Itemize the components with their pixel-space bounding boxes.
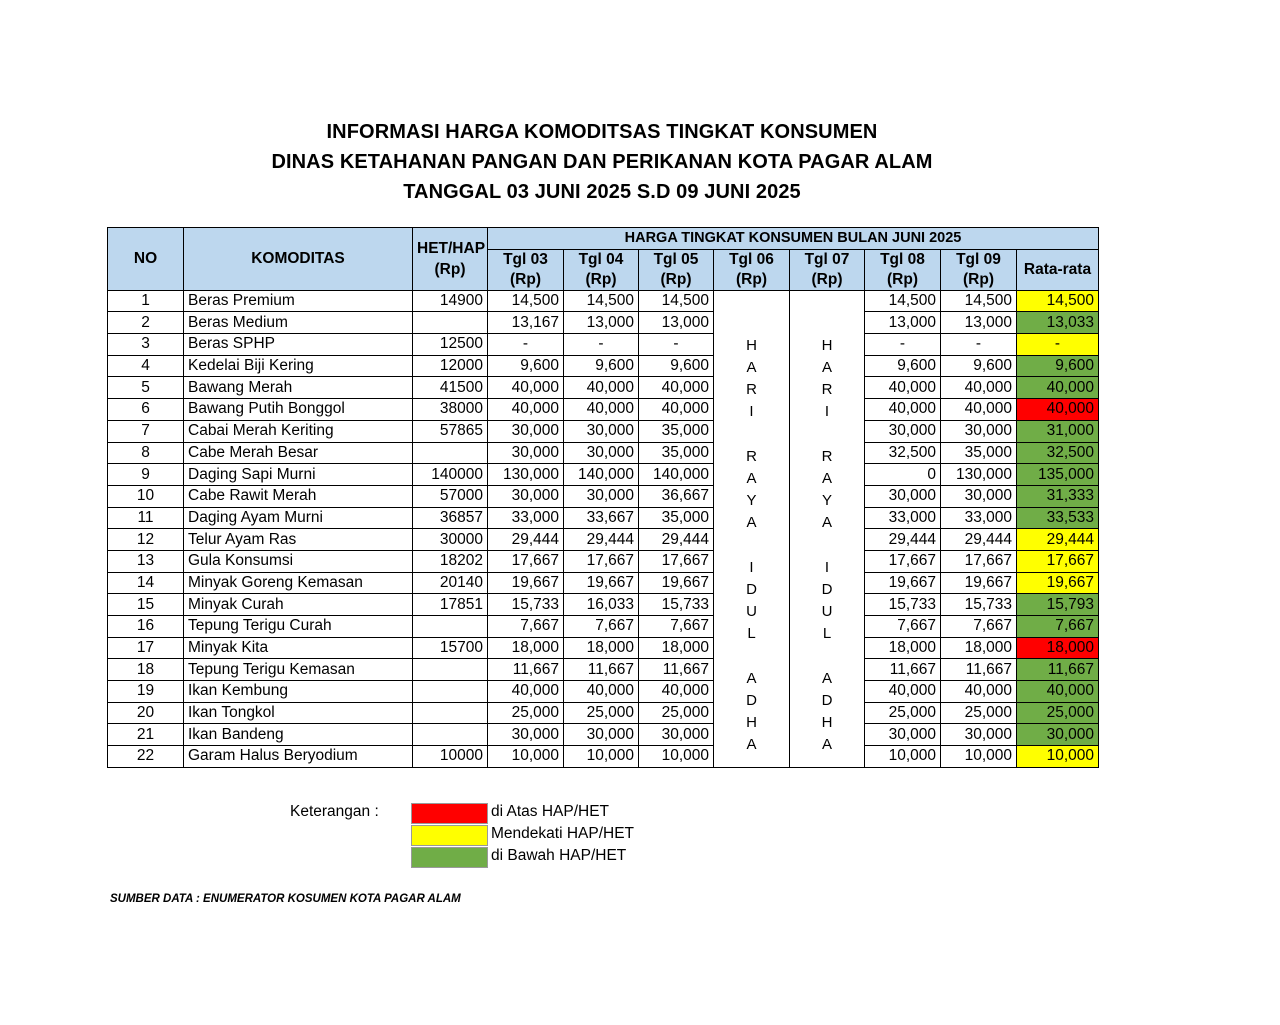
row-het: 57865 — [413, 420, 488, 442]
row-no: 3 — [108, 334, 184, 356]
row-price: 10,000 — [488, 746, 564, 768]
header-date-unit: (Rp) — [736, 270, 767, 288]
row-price: 33,000 — [488, 507, 564, 529]
row-no: 16 — [108, 616, 184, 638]
row-average: 30,000 — [1017, 724, 1099, 746]
header-het-unit: (Rp) — [434, 260, 466, 278]
row-price: 10,000 — [941, 746, 1017, 768]
row-average: 29,444 — [1017, 529, 1099, 551]
title-line-2: DINAS KETAHANAN PANGAN DAN PERIKANAN KOTA PAGAR ALAM — [271, 151, 933, 173]
row-price: 19,667 — [865, 572, 941, 594]
row-price: - — [865, 334, 941, 356]
row-price: 30,000 — [564, 442, 639, 464]
table-row — [108, 290, 1099, 312]
price-table — [107, 227, 1099, 768]
row-komoditas: Tepung Terigu Kemasan — [184, 659, 413, 681]
row-het — [413, 312, 488, 334]
row-komoditas: Cabai Merah Keriting — [184, 420, 413, 442]
holiday-letter: A — [746, 358, 757, 376]
row-price: 35,000 — [639, 442, 714, 464]
row-price: 33,667 — [564, 507, 639, 529]
row-het: 17851 — [413, 594, 488, 616]
table-row — [108, 659, 1099, 681]
row-price: 25,000 — [639, 702, 714, 724]
legend-label: Keterangan : — [290, 803, 379, 820]
row-price: 40,000 — [941, 377, 1017, 399]
row-average: 135,000 — [1017, 464, 1099, 486]
row-price: 25,000 — [941, 702, 1017, 724]
row-average: 32,500 — [1017, 442, 1099, 464]
holiday-letter: R — [821, 447, 833, 465]
header-date-label: Tgl 05 — [653, 250, 699, 268]
row-price: 10,000 — [564, 746, 639, 768]
row-no: 20 — [108, 702, 184, 724]
holiday-letter: L — [822, 625, 832, 643]
row-price: 18,000 — [564, 637, 639, 659]
row-no: 4 — [108, 355, 184, 377]
holiday-letter: H — [746, 713, 757, 731]
row-price: 14,500 — [488, 290, 564, 312]
row-price: 30,000 — [488, 420, 564, 442]
row-price: 18,000 — [639, 637, 714, 659]
row-price: 130,000 — [488, 464, 564, 486]
row-price: 33,000 — [865, 507, 941, 529]
row-average: 14,500 — [1017, 290, 1099, 312]
row-price: 11,667 — [488, 659, 564, 681]
holiday-letter: U — [821, 602, 833, 620]
holiday-letter: I — [824, 403, 830, 421]
row-price: 40,000 — [865, 681, 941, 703]
row-price: 40,000 — [865, 377, 941, 399]
legend-swatch-red — [411, 803, 488, 824]
row-price: 30,000 — [488, 485, 564, 507]
legend-text-red: di Atas HAP/HET — [491, 803, 610, 820]
holiday-letter: A — [821, 469, 832, 487]
row-price: 32,500 — [865, 442, 941, 464]
table-row — [108, 355, 1099, 377]
row-no: 9 — [108, 464, 184, 486]
row-komoditas: Ikan Bandeng — [184, 724, 413, 746]
holiday-letter: R — [746, 447, 757, 465]
holiday-letter: H — [821, 713, 833, 731]
holiday-letter: I — [749, 403, 754, 421]
row-price: 29,444 — [488, 529, 564, 551]
row-price: 18,000 — [865, 637, 941, 659]
row-price: 17,667 — [865, 550, 941, 572]
row-komoditas: Kedelai Biji Kering — [184, 355, 413, 377]
row-komoditas: Tepung Terigu Curah — [184, 616, 413, 638]
row-average: 11,667 — [1017, 659, 1099, 681]
row-price: 0 — [865, 464, 941, 486]
row-price: 14,500 — [564, 290, 639, 312]
row-price: 40,000 — [639, 399, 714, 421]
header-het-label: HET/HAP — [417, 239, 486, 257]
row-komoditas: Beras Premium — [184, 290, 413, 312]
row-price: 30,000 — [941, 420, 1017, 442]
row-price: 40,000 — [488, 399, 564, 421]
row-price: 13,000 — [639, 312, 714, 334]
row-price: 14,500 — [639, 290, 714, 312]
holiday-letter: A — [821, 669, 832, 687]
row-price: 13,167 — [488, 312, 564, 334]
row-het: 15700 — [413, 637, 488, 659]
row-het: 41500 — [413, 377, 488, 399]
header-date — [865, 249, 941, 290]
row-price: 19,667 — [564, 572, 639, 594]
row-price: 33,000 — [941, 507, 1017, 529]
row-price: 18,000 — [488, 637, 564, 659]
row-average: 40,000 — [1017, 681, 1099, 703]
row-price: 40,000 — [639, 377, 714, 399]
table-row — [108, 529, 1099, 551]
row-komoditas: Bawang Merah — [184, 377, 413, 399]
row-price: 40,000 — [488, 377, 564, 399]
holiday-letter: D — [746, 580, 757, 598]
header-date-label: Tgl 04 — [578, 250, 624, 268]
row-price: 30,000 — [941, 724, 1017, 746]
row-price: 13,000 — [865, 312, 941, 334]
table-row — [108, 420, 1099, 442]
row-price: 15,733 — [639, 594, 714, 616]
legend-swatch-yellow — [411, 825, 488, 846]
row-average: 31,333 — [1017, 485, 1099, 507]
legend-text-yellow: Mendekati HAP/HET — [491, 825, 634, 842]
row-price: - — [488, 334, 564, 356]
row-komoditas: Daging Ayam Murni — [184, 507, 413, 529]
row-no: 19 — [108, 681, 184, 703]
row-price: 9,600 — [865, 355, 941, 377]
row-het: 36857 — [413, 507, 488, 529]
row-komoditas: Beras Medium — [184, 312, 413, 334]
row-price: 25,000 — [488, 702, 564, 724]
header-komoditas: KOMODITAS — [184, 228, 413, 291]
row-price: 9,600 — [564, 355, 639, 377]
row-komoditas: Cabe Rawit Merah — [184, 485, 413, 507]
table-row — [108, 507, 1099, 529]
row-average: 33,533 — [1017, 507, 1099, 529]
row-komoditas: Ikan Tongkol — [184, 702, 413, 724]
header-date-label: Tgl 07 — [804, 250, 850, 268]
row-het: 30000 — [413, 529, 488, 551]
row-het: 57000 — [413, 485, 488, 507]
header-date-label: Tgl 09 — [956, 250, 1001, 268]
row-price: 11,667 — [941, 659, 1017, 681]
row-price: 9,600 — [488, 355, 564, 377]
row-no: 10 — [108, 485, 184, 507]
row-price: 9,600 — [941, 355, 1017, 377]
row-het — [413, 724, 488, 746]
row-no: 6 — [108, 399, 184, 421]
holiday-letter: A — [746, 514, 757, 532]
row-no: 14 — [108, 572, 184, 594]
table-row — [108, 746, 1099, 768]
row-average: 17,667 — [1017, 550, 1099, 572]
row-het: 14900 — [413, 290, 488, 312]
row-price: 11,667 — [639, 659, 714, 681]
row-average: 40,000 — [1017, 399, 1099, 421]
row-price: 35,000 — [639, 420, 714, 442]
row-price: 11,667 — [865, 659, 941, 681]
row-price: 25,000 — [865, 702, 941, 724]
holiday-letter: Y — [746, 492, 757, 509]
row-no: 15 — [108, 594, 184, 616]
row-price: 29,444 — [639, 529, 714, 551]
table-row — [108, 550, 1099, 572]
row-price: 30,000 — [564, 724, 639, 746]
row-no: 21 — [108, 724, 184, 746]
holiday-letter: A — [821, 514, 832, 532]
holiday-cell-7 — [790, 290, 865, 767]
row-komoditas: Minyak Goreng Kemasan — [184, 572, 413, 594]
holiday-letter: D — [821, 691, 833, 709]
row-price: 7,667 — [564, 616, 639, 638]
row-price: 35,000 — [941, 442, 1017, 464]
header-group: HARGA TINGKAT KONSUMEN BULAN JUNI 2025 — [488, 228, 1099, 250]
header-date — [790, 249, 865, 290]
row-no: 1 — [108, 290, 184, 312]
row-price: 30,000 — [564, 420, 639, 442]
holiday-letter: A — [746, 736, 757, 754]
row-price: 16,033 — [564, 594, 639, 616]
holiday-letter: R — [746, 381, 757, 399]
header-het — [413, 228, 488, 291]
header-date — [488, 249, 564, 290]
table-row — [108, 681, 1099, 703]
header-date-label: Tgl 06 — [729, 250, 774, 268]
header-date — [714, 249, 790, 290]
row-no: 17 — [108, 637, 184, 659]
row-komoditas: Daging Sapi Murni — [184, 464, 413, 486]
row-average: 15,793 — [1017, 594, 1099, 616]
row-komoditas: Minyak Curah — [184, 594, 413, 616]
row-no: 12 — [108, 529, 184, 551]
row-price: 40,000 — [941, 681, 1017, 703]
row-no: 7 — [108, 420, 184, 442]
header-date-unit: (Rp) — [585, 270, 617, 288]
row-average: 31,000 — [1017, 420, 1099, 442]
table-row — [108, 637, 1099, 659]
row-average: 40,000 — [1017, 377, 1099, 399]
row-price: 14,500 — [941, 290, 1017, 312]
row-price: 36,667 — [639, 485, 714, 507]
row-price: 40,000 — [639, 681, 714, 703]
row-price: 40,000 — [941, 399, 1017, 421]
table-row — [108, 464, 1099, 486]
row-price: 10,000 — [865, 746, 941, 768]
row-price: 140,000 — [639, 464, 714, 486]
row-price: 140,000 — [564, 464, 639, 486]
row-het: 38000 — [413, 399, 488, 421]
row-het: 20140 — [413, 572, 488, 594]
row-price: 30,000 — [865, 420, 941, 442]
row-price: 40,000 — [564, 399, 639, 421]
row-komoditas: Ikan Kembung — [184, 681, 413, 703]
row-het: 18202 — [413, 550, 488, 572]
row-price: 29,444 — [564, 529, 639, 551]
table-row — [108, 442, 1099, 464]
row-price: 17,667 — [564, 550, 639, 572]
row-price: 25,000 — [564, 702, 639, 724]
row-average: 13,033 — [1017, 312, 1099, 334]
row-price: 13,000 — [564, 312, 639, 334]
table-row — [108, 334, 1099, 356]
row-het: 140000 — [413, 464, 488, 486]
header-date-unit: (Rp) — [811, 270, 843, 288]
row-het: 12000 — [413, 355, 488, 377]
holiday-letter: U — [746, 602, 757, 620]
holiday-letter: I — [749, 558, 754, 576]
row-price: 10,000 — [639, 746, 714, 768]
row-price: 40,000 — [564, 377, 639, 399]
header-no: NO — [108, 228, 184, 291]
source-note: SUMBER DATA : ENUMERATOR KOSUMEN KOTA PAGAR ALAM — [110, 893, 461, 905]
row-het: 12500 — [413, 334, 488, 356]
row-price: 30,000 — [865, 724, 941, 746]
row-price: 15,733 — [865, 594, 941, 616]
table-row — [108, 616, 1099, 638]
holiday-letter: A — [821, 358, 832, 376]
holiday-letter: H — [746, 336, 757, 354]
table-row — [108, 312, 1099, 334]
title-line-3: TANGGAL 03 JUNI 2025 S.D 09 JUNI 2025 — [403, 181, 801, 203]
holiday-letter: D — [746, 691, 757, 709]
row-price: 35,000 — [639, 507, 714, 529]
row-price: 19,667 — [639, 572, 714, 594]
row-no: 2 — [108, 312, 184, 334]
header-date — [639, 249, 714, 290]
row-price: 7,667 — [488, 616, 564, 638]
header-date-unit: (Rp) — [963, 270, 994, 288]
table-row — [108, 485, 1099, 507]
row-price: 18,000 — [941, 637, 1017, 659]
row-price: 17,667 — [639, 550, 714, 572]
header-rata: Rata-rata — [1017, 249, 1099, 290]
header-date — [564, 249, 639, 290]
row-price: - — [564, 334, 639, 356]
header-date-label: Tgl 08 — [880, 250, 925, 268]
table-row — [108, 702, 1099, 724]
row-price: 9,600 — [639, 355, 714, 377]
row-price: 7,667 — [941, 616, 1017, 638]
row-no: 8 — [108, 442, 184, 464]
holiday-letter: A — [821, 736, 832, 754]
row-price: 30,000 — [488, 442, 564, 464]
row-price: 7,667 — [865, 616, 941, 638]
title-line-1: INFORMASI HARGA KOMODITSAS TINGKAT KONSUMEN — [326, 121, 878, 143]
table-row — [108, 399, 1099, 421]
row-price: 29,444 — [941, 529, 1017, 551]
table-row — [108, 377, 1099, 399]
row-price: - — [639, 334, 714, 356]
row-average: 9,600 — [1017, 355, 1099, 377]
report-titles — [0, 117, 1204, 207]
row-no: 22 — [108, 746, 184, 768]
holiday-letter: A — [746, 669, 757, 687]
row-no: 13 — [108, 550, 184, 572]
row-komoditas: Telur Ayam Ras — [184, 529, 413, 551]
legend-text-green: di Bawah HAP/HET — [491, 847, 627, 864]
table-row — [108, 724, 1099, 746]
row-price: 40,000 — [488, 681, 564, 703]
row-komoditas: Bawang Putih Bonggol — [184, 399, 413, 421]
holiday-letter: Y — [821, 492, 832, 509]
row-price: 11,667 — [564, 659, 639, 681]
row-price: 40,000 — [564, 681, 639, 703]
row-average: 19,667 — [1017, 572, 1099, 594]
row-price: 40,000 — [865, 399, 941, 421]
row-price: - — [941, 334, 1017, 356]
row-price: 30,000 — [639, 724, 714, 746]
row-average: 7,667 — [1017, 616, 1099, 638]
row-average: 18,000 — [1017, 637, 1099, 659]
row-average: - — [1017, 334, 1099, 356]
row-komoditas: Garam Halus Beryodium — [184, 746, 413, 768]
row-no: 11 — [108, 507, 184, 529]
row-price: 30,000 — [865, 485, 941, 507]
table-row — [108, 572, 1099, 594]
table-row — [108, 594, 1099, 616]
holiday-letter: R — [821, 381, 833, 399]
row-komoditas: Gula Konsumsi — [184, 550, 413, 572]
header-date-label: Tgl 03 — [503, 250, 548, 268]
row-komoditas: Cabe Merah Besar — [184, 442, 413, 464]
row-no: 5 — [108, 377, 184, 399]
row-price: 30,000 — [488, 724, 564, 746]
row-price: 30,000 — [564, 485, 639, 507]
row-komoditas: Minyak Kita — [184, 637, 413, 659]
holiday-letter: L — [747, 625, 756, 643]
row-het — [413, 616, 488, 638]
row-price: 13,000 — [941, 312, 1017, 334]
row-price: 7,667 — [639, 616, 714, 638]
row-price: 15,733 — [941, 594, 1017, 616]
row-price: 19,667 — [488, 572, 564, 594]
holiday-letter: H — [821, 336, 833, 354]
row-no: 18 — [108, 659, 184, 681]
row-price: 15,733 — [488, 594, 564, 616]
legend-swatch-green — [411, 847, 488, 868]
holiday-letter: D — [821, 580, 833, 598]
header-date-unit: (Rp) — [660, 270, 692, 288]
row-price: 17,667 — [488, 550, 564, 572]
header-date — [941, 249, 1017, 290]
row-price: 130,000 — [941, 464, 1017, 486]
row-price: 19,667 — [941, 572, 1017, 594]
row-price: 17,667 — [941, 550, 1017, 572]
header-date-unit: (Rp) — [510, 270, 541, 288]
row-het — [413, 681, 488, 703]
row-het — [413, 659, 488, 681]
row-average: 10,000 — [1017, 746, 1099, 768]
row-komoditas: Beras SPHP — [184, 334, 413, 356]
row-het: 10000 — [413, 746, 488, 768]
row-price: 30,000 — [941, 485, 1017, 507]
row-average: 25,000 — [1017, 702, 1099, 724]
row-het — [413, 702, 488, 724]
holiday-letter: A — [746, 469, 757, 487]
row-price: 29,444 — [865, 529, 941, 551]
holiday-cell-6 — [714, 290, 790, 767]
holiday-letter: I — [824, 558, 830, 576]
header-date-unit: (Rp) — [887, 270, 918, 288]
row-price: 14,500 — [865, 290, 941, 312]
row-het — [413, 442, 488, 464]
